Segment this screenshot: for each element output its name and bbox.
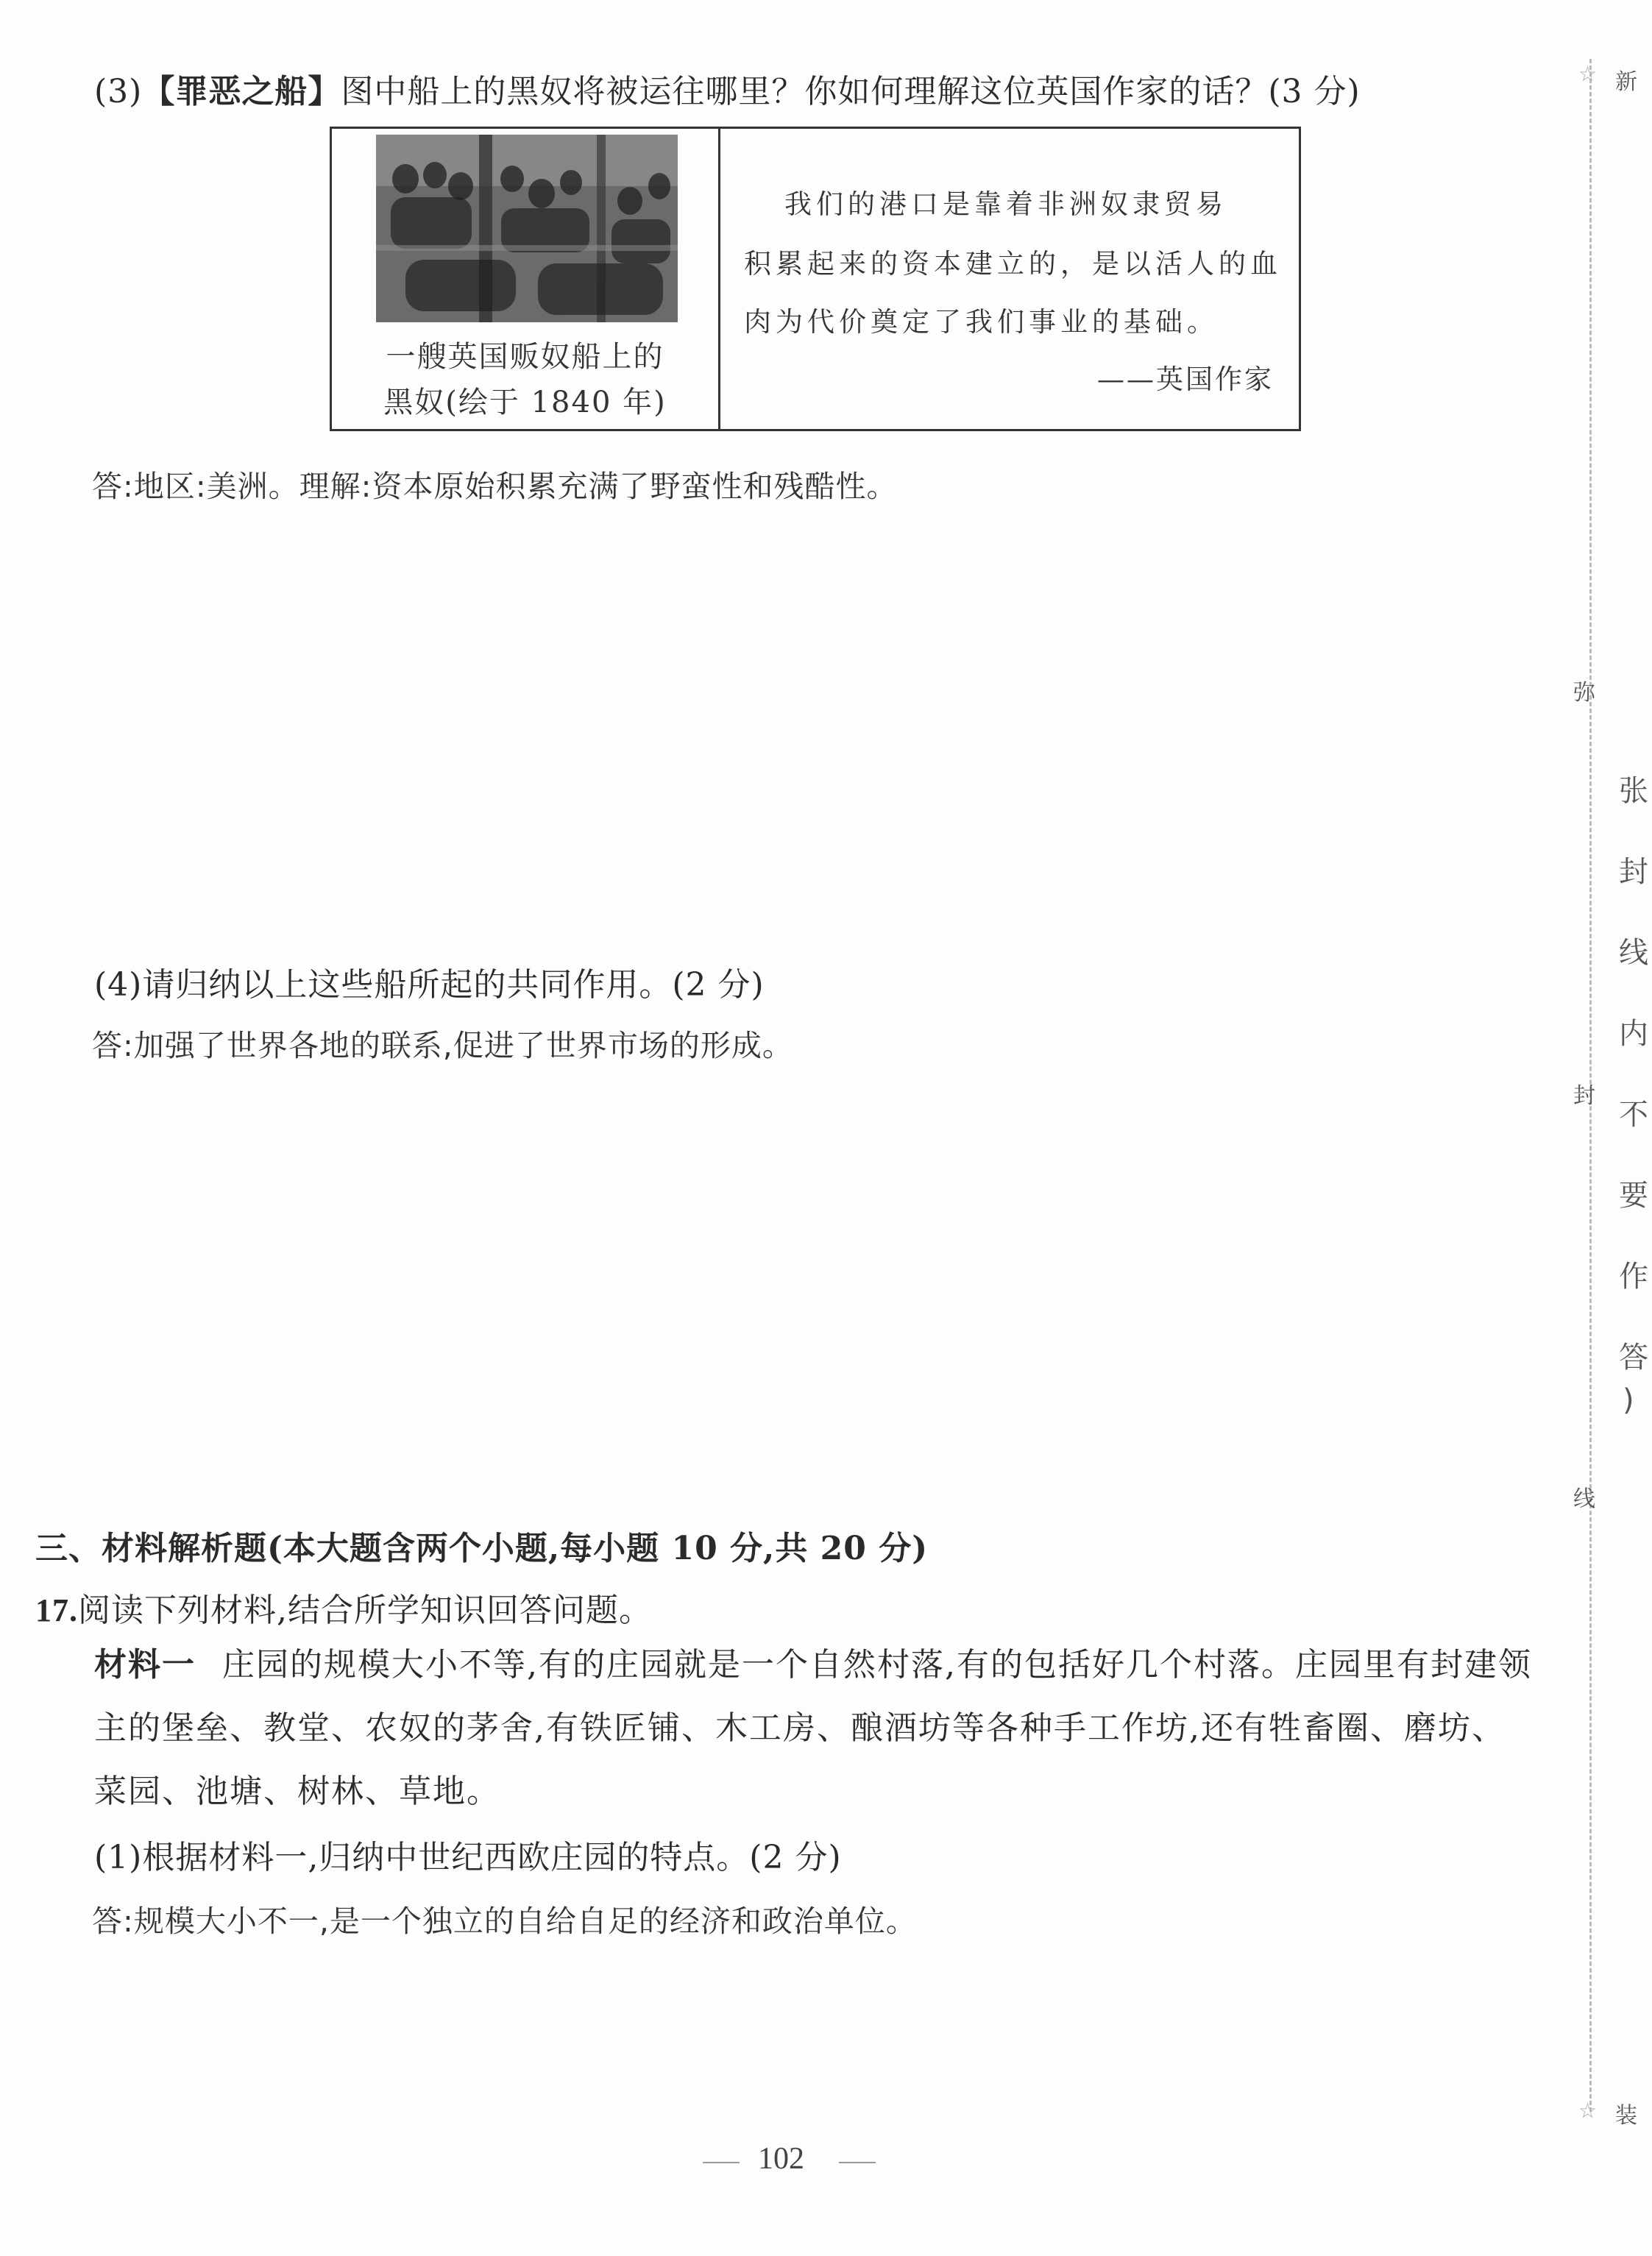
margin-label-feng: 封	[1573, 1083, 1595, 1109]
slave-ship-illustration-image	[376, 135, 678, 322]
material-1-text: 庄园的规模大小不等,有的庄园就是一个自然村落,有的包括好几个村落。庄园里有封建领主的堡垒、教堂、农奴的茅舍,有铁匠铺、木工房、酿酒坊等各种手工作坊,还有牲畜圈、磨坊、菜园、池塘、树林、草地。	[94, 1646, 1532, 1810]
quote-line-1: 我们的港口是靠着非洲奴隶贸易	[784, 188, 1227, 220]
material-1-label: 材料一	[94, 1646, 196, 1684]
quote-line-2: 积累起来的资本建立的，是以活人的血	[744, 248, 1282, 280]
q3-figure-box	[330, 127, 1301, 431]
slave-ship-illustration	[376, 135, 678, 322]
quote-line-3: 肉为代价奠定了我们事业的基础。	[744, 306, 1219, 338]
page-number: 102	[758, 2142, 804, 2176]
footer-dash-right	[839, 2162, 876, 2163]
quote-source: ——英国作家	[1097, 363, 1274, 395]
margin-label-top: 新	[1615, 69, 1637, 95]
q4-answer: 答:加强了世界各地的联系,促进了世界市场的形成。	[92, 1028, 793, 1063]
q3-answer: 答:地区:美洲。理解:资本原始积累充满了野蛮性和残酷性。	[92, 469, 898, 504]
q3-prompt	[94, 65, 1361, 112]
q17-material-1	[94, 1634, 1536, 1823]
q17-number: 17.	[35, 1592, 78, 1628]
margin-label-mi: 弥	[1573, 680, 1595, 706]
q3-tag: 【罪恶之船】	[142, 73, 341, 110]
margin-label-zhuang: 装	[1615, 2103, 1637, 2129]
q17-text: 阅读下列材料,结合所学知识回答问题。	[78, 1592, 652, 1629]
star-icon-top: ☆	[1578, 62, 1598, 86]
section-3-heading: 三、材料解析题(本大题含两个小题,每小题 10 分,共 20 分)	[35, 1530, 929, 1567]
q4-prompt: (4)请归纳以上这些船所起的共同作用。(2 分)	[94, 966, 765, 1004]
margin-paren-close: )	[1623, 1383, 1634, 1417]
q3-text: 图中船上的黑奴将被运往哪里？你如何理解这位英国作家的话？(3 分)	[341, 73, 1361, 110]
q17-sub1-prompt: (1)根据材料一,归纳中世纪西欧庄园的特点。(2 分)	[94, 1839, 842, 1876]
q3-number: (3)	[94, 73, 143, 110]
figure-caption-line-2: 黑奴(绘于 1840 年)	[383, 386, 667, 419]
figure-divider	[718, 129, 720, 429]
figure-caption-line-1: 一艘英国贩奴船上的	[386, 340, 664, 374]
q17-sub1-answer: 答:规模大小不一,是一个独立的自给自足的经济和政治单位。	[92, 1904, 917, 1939]
footer-dash-left	[703, 2162, 740, 2163]
q17-prompt	[35, 1583, 652, 1631]
margin-label-xian: 线	[1573, 1486, 1595, 1512]
star-icon-bottom: ☆	[1578, 2099, 1598, 2123]
margin-edge-text: 张封线内不要作答	[1619, 774, 1648, 1374]
